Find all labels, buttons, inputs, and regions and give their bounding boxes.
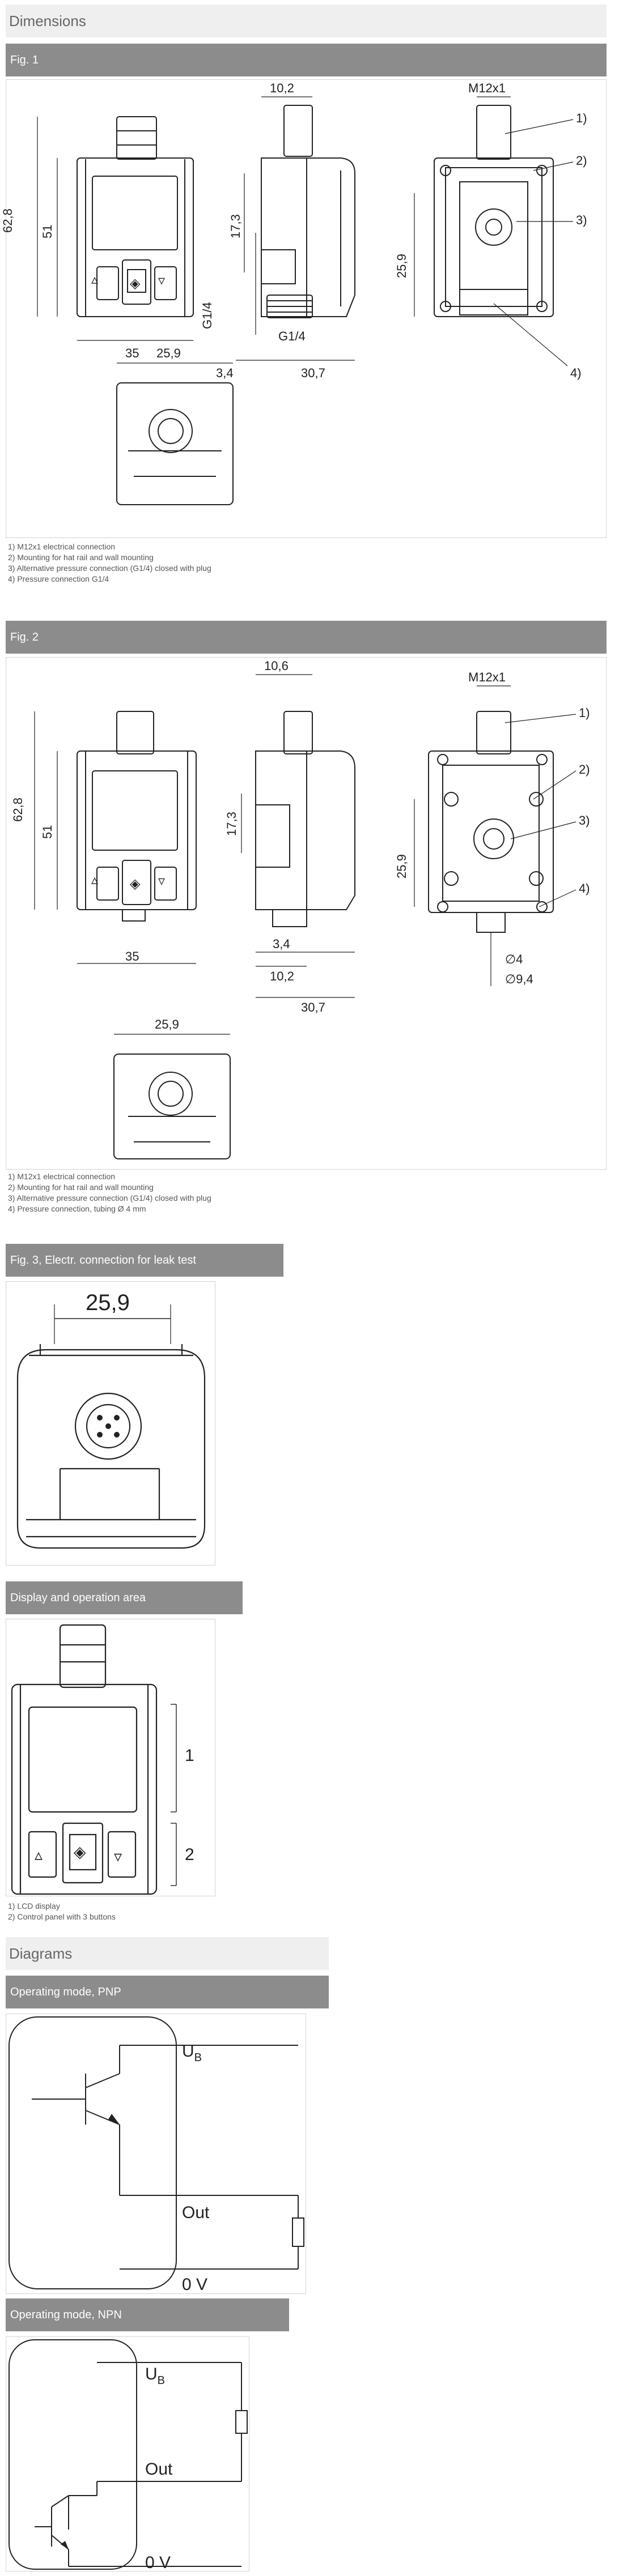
fig2-callout-1: 1) bbox=[579, 706, 590, 720]
fig1-dim-10-2: 10,2 bbox=[270, 81, 294, 95]
pnp-ub-sub: B bbox=[194, 2052, 202, 2064]
fig2-dim-3-4: 3,4 bbox=[273, 937, 290, 951]
display-legend-item: 2) Control panel with 3 buttons bbox=[8, 1912, 116, 1921]
fig2-enter-icon: ◈ bbox=[130, 876, 141, 892]
fig2-legend-item: 3) Alternative pressure connection (G1/4) closed with plug bbox=[8, 1193, 211, 1202]
fig1-dim-m12: M12x1 bbox=[468, 81, 506, 95]
display-svg bbox=[6, 1619, 216, 1897]
fig1-callout-3: 3) bbox=[576, 213, 587, 227]
npn-0v-label: 0 V bbox=[145, 2553, 171, 2572]
fig1-dim-25-9b: 25,9 bbox=[156, 346, 181, 360]
fig2-bar: Fig. 2 bbox=[6, 621, 607, 654]
display-label-2: 2 bbox=[185, 1845, 194, 1864]
fig3-svg bbox=[6, 1282, 216, 1566]
fig1-enter-icon: ◈ bbox=[130, 276, 141, 291]
fig2-callout-2: 2) bbox=[579, 762, 590, 777]
fig1-legend-item: 3) Alternative pressure connection (G1/4) closed with plug bbox=[8, 564, 211, 573]
display-up-icon: ▵ bbox=[35, 1846, 43, 1863]
npn-ub-sub: B bbox=[157, 2374, 166, 2387]
fig2-legend-item: 2) Mounting for hat rail and wall mounting bbox=[8, 1183, 154, 1192]
pnp-bar: Operating mode, PNP bbox=[6, 1976, 329, 2008]
fig1-legend bbox=[8, 541, 405, 585]
npn-svg bbox=[6, 2337, 250, 2572]
fig1-down-icon: ▿ bbox=[158, 273, 166, 288]
fig1-bar: Fig. 1 bbox=[6, 44, 607, 76]
fig2-dim-phi9-4: ∅9,4 bbox=[505, 972, 533, 986]
fig2-legend-item: 4) Pressure connection, tubing Ø 4 mm bbox=[8, 1204, 146, 1213]
diagrams-title: Diagrams bbox=[6, 1937, 329, 1970]
display-enter-icon: ◈ bbox=[74, 1843, 86, 1861]
fig2-dim-30-7: 30,7 bbox=[301, 1000, 325, 1014]
fig2-dim-62-8: 62,8 bbox=[11, 797, 25, 822]
fig2-dim-phi4: ∅4 bbox=[505, 952, 523, 966]
fig2-callout-4: 4) bbox=[579, 881, 590, 895]
fig1-dim-g14a: G1/4 bbox=[200, 302, 214, 329]
fig2-up-icon: ▵ bbox=[91, 872, 99, 888]
pnp-out-label: Out bbox=[182, 2203, 210, 2222]
fig1-callout-4: 4) bbox=[570, 366, 582, 380]
fig1-svg bbox=[1, 80, 607, 539]
fig3-bar: Fig. 3, Electr. connection for leak test bbox=[6, 1244, 283, 1277]
fig1-legend-item: 4) Pressure connection G1/4 bbox=[8, 574, 109, 583]
pnp-diagram bbox=[6, 2014, 306, 2294]
display-drawing bbox=[6, 1619, 215, 1896]
fig1-dim-51: 51 bbox=[40, 224, 54, 238]
display-down-icon: ▿ bbox=[114, 1848, 122, 1865]
fig1-callout-1: 1) bbox=[576, 111, 587, 125]
fig3-drawing bbox=[6, 1281, 215, 1566]
fig1-dim-17-3: 17,3 bbox=[228, 214, 243, 238]
fig1-drawing bbox=[1, 79, 607, 538]
dimensions-title: Dimensions bbox=[6, 5, 607, 37]
fig1-up-icon: ▵ bbox=[91, 272, 99, 287]
fig2-callout-3: 3) bbox=[579, 813, 590, 828]
fig2-dim-m12: M12x1 bbox=[468, 670, 506, 684]
pnp-0v-label: 0 V bbox=[182, 2275, 208, 2294]
display-legend bbox=[8, 1901, 235, 1922]
npn-bar: Operating mode, NPN bbox=[6, 2298, 289, 2331]
fig1-dim-62-8: 62,8 bbox=[1, 208, 15, 233]
fig1-legend-item: 1) M12x1 electrical connection bbox=[8, 542, 116, 551]
svg-text:UB bbox=[145, 2365, 165, 2387]
npn-ub-label: U bbox=[145, 2365, 158, 2383]
npn-diagram bbox=[6, 2336, 249, 2571]
pnp-ub-label: U bbox=[182, 2042, 194, 2061]
fig2-legend bbox=[8, 1171, 405, 1214]
fig2-dim-35: 35 bbox=[125, 949, 139, 963]
fig2-svg bbox=[6, 658, 607, 1170]
fig2-dim-10-6: 10,6 bbox=[264, 659, 289, 673]
display-bar: Display and operation area bbox=[6, 1581, 243, 1614]
fig2-dim-51: 51 bbox=[40, 825, 54, 839]
display-label-1: 1 bbox=[185, 1746, 194, 1765]
fig3-dim-25-9: 25,9 bbox=[86, 1290, 130, 1315]
pnp-svg bbox=[6, 2014, 307, 2294]
fig1-dim-30-7: 30,7 bbox=[301, 366, 325, 380]
fig2-dim-17-3: 17,3 bbox=[224, 812, 239, 836]
fig1-callout-2: 2) bbox=[576, 153, 587, 168]
fig2-dim-25-9b: 25,9 bbox=[155, 1017, 179, 1031]
npn-out-label: Out bbox=[145, 2460, 173, 2479]
fig2-legend-item: 1) M12x1 electrical connection bbox=[8, 1172, 116, 1181]
fig1-dim-25-9: 25,9 bbox=[395, 254, 409, 278]
fig1-dim-g14b: G1/4 bbox=[278, 329, 306, 343]
fig1-dim-3-4: 3,4 bbox=[216, 366, 234, 380]
fig2-dim-25-9: 25,9 bbox=[395, 854, 409, 878]
display-legend-item: 1) LCD display bbox=[8, 1901, 60, 1910]
fig2-dim-10-2: 10,2 bbox=[270, 969, 294, 983]
fig2-down-icon: ▿ bbox=[158, 873, 166, 889]
fig1-dim-35: 35 bbox=[125, 346, 139, 360]
fig2-drawing bbox=[6, 657, 607, 1170]
fig1-legend-item: 2) Mounting for hat rail and wall mounting bbox=[8, 553, 154, 562]
